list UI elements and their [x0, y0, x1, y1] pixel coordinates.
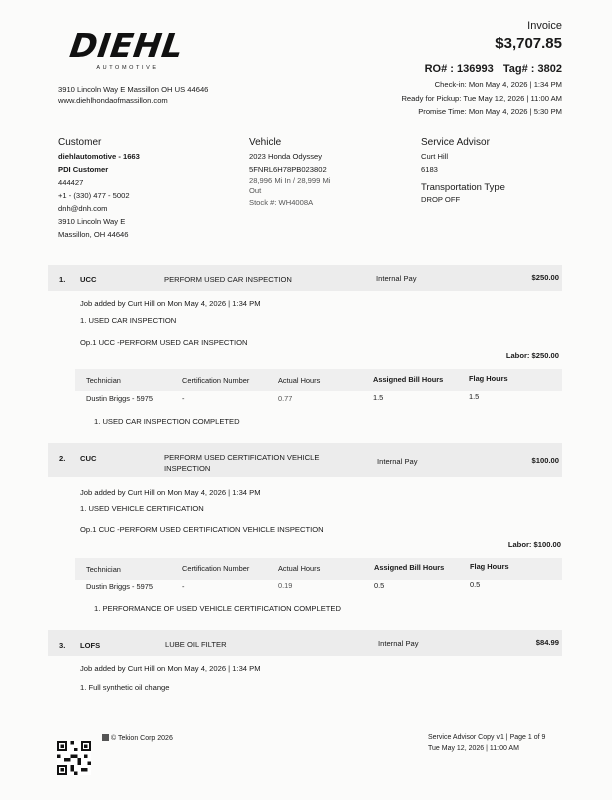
job-header-band	[48, 630, 562, 656]
job-added-by: Job added by Curt Hill on Mon May 4, 2026 | 1:34 PM	[80, 299, 261, 308]
tech-cert: -	[182, 582, 185, 591]
company-address-block	[58, 84, 208, 106]
footer-page-info	[428, 732, 545, 754]
job-operation: Op.1 CUC -PERFORM USED CERTIFICATION VEHICLE INSPECTION	[80, 525, 324, 534]
job-pay-type: Internal Pay	[378, 639, 419, 648]
ro-number: 136993	[456, 63, 494, 75]
job-added-by: Job added by Curt Hill on Mon May 4, 2026 | 1:34 PM	[80, 488, 261, 497]
col-actual-hours: Actual Hours	[278, 564, 321, 573]
tekion-icon	[102, 734, 109, 741]
promise-time: Promise Time: Mon May 4, 2026 | 5:30 PM	[418, 107, 562, 116]
job-added-by: Job added by Curt Hill on Mon May 4, 2026 | 1:34 PM	[80, 664, 261, 673]
col-flag-hours: Flag Hours	[470, 562, 509, 571]
copy-version: Service Advisor Copy v1 | Page 1 of 9	[428, 734, 546, 741]
ro-label: RO# :	[424, 63, 457, 75]
vehicle-mileage-out: Out	[249, 186, 262, 195]
vehicle-heading: Vehicle	[249, 137, 282, 148]
job-amount: $250.00	[531, 273, 559, 282]
copyright-text: © Tekion Corp 2026	[111, 735, 173, 742]
customer-heading: Customer	[58, 137, 102, 148]
job-number: 3.	[59, 641, 66, 650]
customer-id: 444427	[58, 178, 84, 187]
qr-code-icon	[57, 740, 91, 776]
col-assigned-hours: Assigned Bill Hours	[373, 375, 444, 384]
job-description: 1. USED CAR INSPECTION	[80, 316, 177, 325]
job-operation: Op.1 UCC -PERFORM USED CAR INSPECTION	[80, 338, 248, 347]
col-technician: Technician	[86, 565, 121, 574]
tag-number: 3802	[537, 63, 562, 75]
job-title: LUBE OIL FILTER	[165, 640, 227, 649]
advisor-heading: Service Advisor	[421, 137, 490, 148]
tech-assigned-hours: 0.5	[374, 581, 385, 590]
advisor-block	[421, 137, 505, 206]
job-labor: Labor: $100.00	[507, 540, 561, 549]
job-number: 1.	[59, 275, 66, 284]
vehicle-model: 2023 Honda Odyssey	[249, 152, 323, 161]
vehicle-vin: 5FNRL6H78PB023802	[249, 165, 327, 174]
customer-name: diehlautomotive - 1663	[58, 152, 140, 161]
customer-phone: +1 - (330) 477 - 5002	[58, 191, 130, 200]
checkin-time: Check-in: Mon May 4, 2026 | 1:34 PM	[434, 80, 562, 89]
company-website: www.diehlhondaofmassillon.com	[58, 96, 168, 105]
pickup-time: Ready for Pickup: Tue May 12, 2026 | 11:00 AM	[401, 93, 562, 103]
col-actual-hours: Actual Hours	[278, 376, 321, 385]
tech-flag-hours: 1.5	[469, 392, 480, 401]
job-title-line1: PERFORM USED CERTIFICATION VEHICLE	[164, 453, 320, 462]
job-pay-type: Internal Pay	[376, 274, 417, 283]
job-code: UCC	[80, 275, 97, 284]
vehicle-mileage: 28,996 Mi In / 28,999 Mi	[249, 176, 331, 185]
job-description: 1. Full synthetic oil change	[80, 683, 170, 692]
job-labor: Labor: $250.00	[505, 351, 559, 360]
job-title	[164, 452, 319, 474]
invoice-title: Invoice	[527, 20, 562, 32]
customer-block	[58, 137, 140, 241]
col-flag-hours: Flag Hours	[469, 374, 508, 383]
tech-name: Dustin Briggs - 5975	[86, 582, 153, 591]
print-date: Tue May 12, 2026 | 11:00 AM	[428, 745, 519, 752]
job-description: 1. USED VEHICLE CERTIFICATION	[80, 504, 204, 513]
job-code: LOFS	[80, 641, 101, 650]
col-certification: Certification Number	[182, 376, 250, 385]
advisor-id: 6183	[421, 165, 438, 174]
transport-type: DROP OFF	[421, 195, 461, 204]
advisor-name: Curt Hill	[421, 152, 449, 161]
company-logo	[67, 26, 187, 71]
job-amount: $84.99	[535, 638, 559, 647]
job-completion-note: 1. PERFORMANCE OF USED VEHICLE CERTIFICATION COMPLETED	[94, 604, 341, 613]
col-technician: Technician	[86, 376, 121, 385]
customer-email: dnh@dnh.com	[58, 204, 108, 213]
ro-tag-line	[425, 63, 562, 75]
tech-assigned-hours: 1.5	[373, 393, 384, 402]
transport-heading: Transportation Type	[421, 182, 505, 193]
vehicle-stock: Stock #: WH4008A	[249, 198, 314, 207]
invoice-total: $3,707.85	[495, 35, 562, 52]
job-pay-type: Internal Pay	[377, 457, 418, 466]
tech-name: Dustin Briggs - 5975	[86, 394, 153, 403]
job-title: PERFORM USED CAR INSPECTION	[164, 275, 292, 284]
footer-copyright	[102, 734, 173, 742]
tech-actual-hours: 0.19	[278, 581, 293, 590]
vehicle-block	[249, 137, 330, 209]
customer-type: PDI Customer	[58, 165, 109, 174]
col-certification: Certification Number	[182, 564, 250, 573]
tech-flag-hours: 0.5	[470, 580, 481, 589]
logo-subtitle: AUTOMOTIVE	[96, 65, 159, 71]
col-assigned-hours: Assigned Bill Hours	[374, 563, 445, 572]
tech-cert: -	[182, 394, 185, 403]
company-address: 3910 Lincoln Way E Massillon OH US 44646	[58, 85, 209, 94]
job-number: 2.	[59, 454, 66, 463]
logo-wordmark: DIEHL	[67, 26, 187, 65]
customer-city: Massillon, OH 44646	[58, 230, 129, 239]
job-code: CUC	[80, 454, 97, 463]
customer-street: 3910 Lincoln Way E	[58, 217, 126, 226]
tech-actual-hours: 0.77	[278, 394, 293, 403]
job-title-line2: INSPECTION	[164, 464, 211, 473]
job-completion-note: 1. USED CAR INSPECTION COMPLETED	[94, 417, 240, 426]
tag-label: Tag# :	[502, 63, 538, 75]
invoice-dates	[401, 78, 562, 119]
job-header-band	[48, 265, 562, 291]
job-amount: $100.00	[531, 456, 559, 465]
